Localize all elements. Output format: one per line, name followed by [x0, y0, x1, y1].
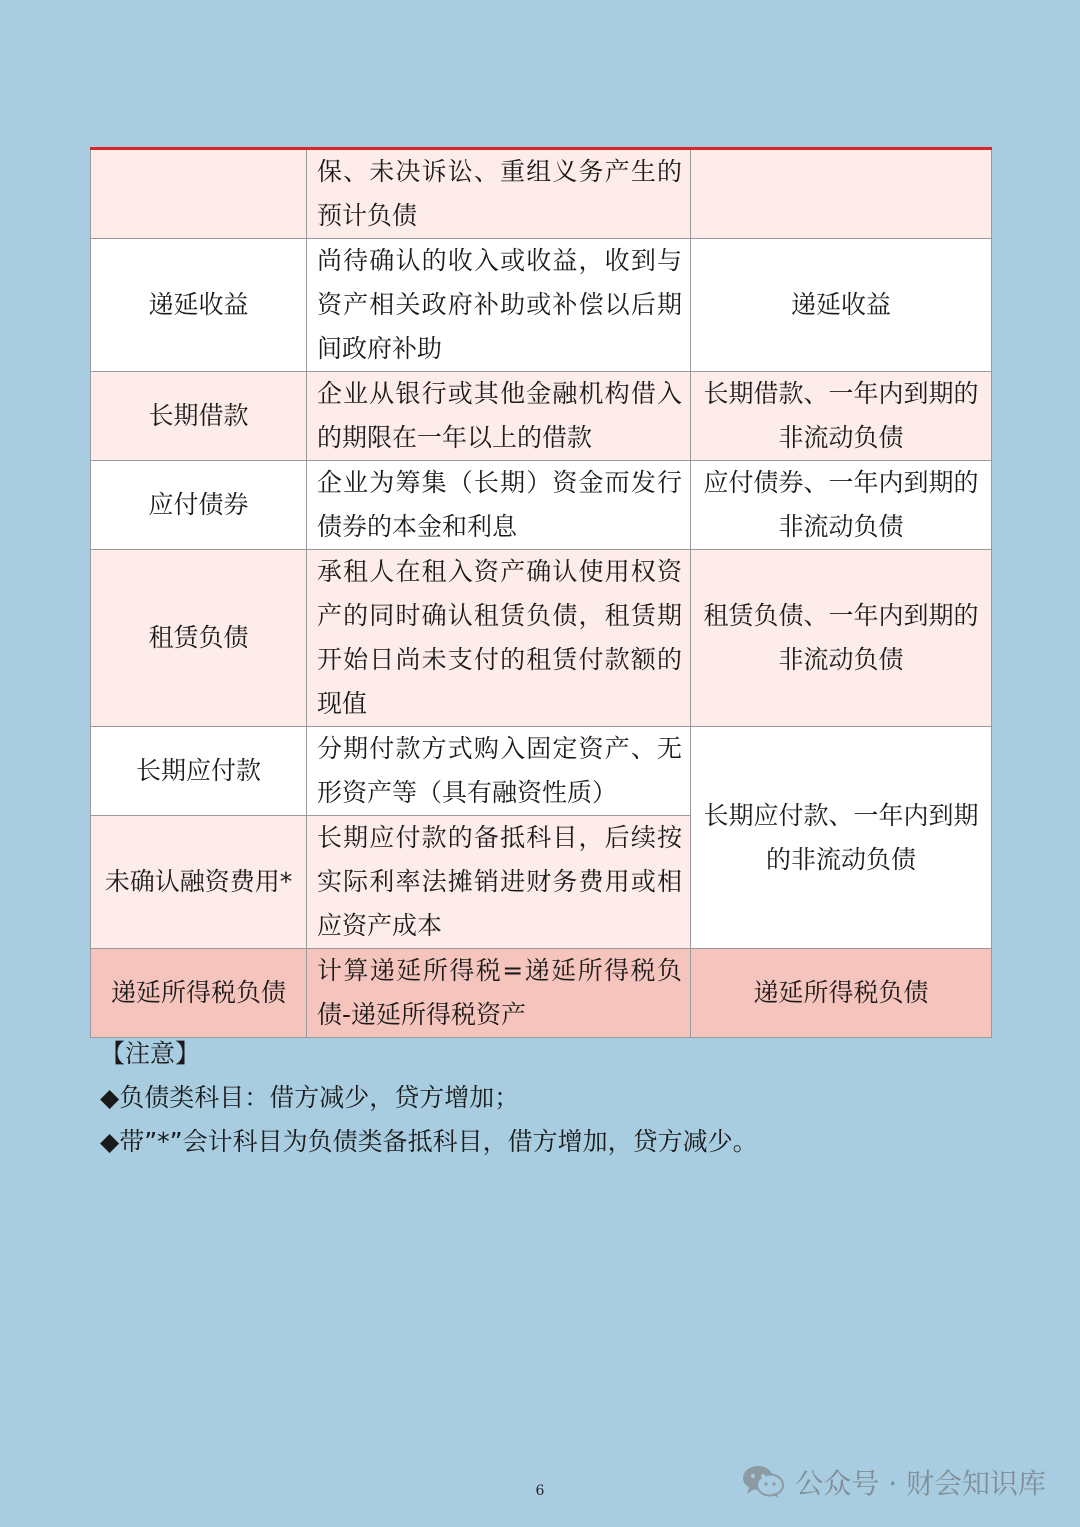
- table-row: [91, 949, 992, 1038]
- account-description-cell: 分期付款方式购入固定资产、无形资产等（具有融资性质）: [307, 727, 691, 816]
- report-item-cell: 长期借款、一年内到期的非流动负债: [691, 372, 992, 461]
- account-description-cell: 企业从银行或其他金融机构借入的期限在一年以上的借款: [307, 372, 691, 461]
- wechat-icon: [741, 1464, 785, 1500]
- report-item-cell: 租赁负债、一年内到期的非流动负债: [691, 550, 992, 727]
- report-item-cell: 长期应付款、一年内到期的非流动负债: [691, 727, 992, 949]
- table-row: [91, 149, 992, 239]
- watermark-text: 公众号 · 财会知识库: [795, 1467, 1046, 1500]
- table-row: [91, 727, 992, 816]
- account-description-cell: 企业为筹集（长期）资金而发行债券的本金和利息: [307, 461, 691, 550]
- report-item-cell: 递延收益: [691, 239, 992, 372]
- account-name-cell: 长期应付款: [91, 727, 307, 816]
- account-description-cell: 尚待确认的收入或收益，收到与资产相关政府补助或补偿以后期间政府补助: [307, 239, 691, 372]
- account-name-cell: 递延收益: [91, 239, 307, 372]
- table-row: [91, 372, 992, 461]
- account-name-cell: 应付债券: [91, 461, 307, 550]
- table-row: [91, 461, 992, 550]
- report-item-cell: [691, 149, 992, 239]
- table-row: [91, 550, 992, 727]
- watermark: [741, 1462, 1046, 1502]
- notes-section: [100, 1032, 758, 1164]
- account-description-cell: 承租人在租入资产确认使用权资产的同时确认租赁负债，租赁期开始日尚未支付的租赁付款额的现值: [307, 550, 691, 727]
- note-item: ◆负债类科目：借方减少，贷方增加；: [100, 1083, 520, 1112]
- table-row: [91, 239, 992, 372]
- account-description-cell: 保、未决诉讼、重组义务产生的预计负债: [307, 149, 691, 239]
- page-number: 6: [535, 1483, 545, 1499]
- notes-title: 【注意】: [100, 1039, 201, 1068]
- note-item: ◆带”*”会计科目为负债类备抵科目，借方增加，贷方减少。: [100, 1127, 758, 1156]
- report-item-cell: 递延所得税负债: [691, 949, 992, 1038]
- account-name-cell: 租赁负债: [91, 550, 307, 727]
- account-description-cell: 长期应付款的备抵科目，后续按实际利率法摊销进财务费用或相应资产成本: [307, 816, 691, 949]
- account-name-cell: [91, 149, 307, 239]
- liability-accounts-table: [90, 147, 992, 1038]
- account-name-cell: 递延所得税负债: [91, 949, 307, 1038]
- account-name-cell: 未确认融资费用*: [91, 816, 307, 949]
- account-description-cell: 计算递延所得税=递延所得税负债-递延所得税资产: [307, 949, 691, 1038]
- account-name-cell: 长期借款: [91, 372, 307, 461]
- report-item-cell: 应付债券、一年内到期的非流动负债: [691, 461, 992, 550]
